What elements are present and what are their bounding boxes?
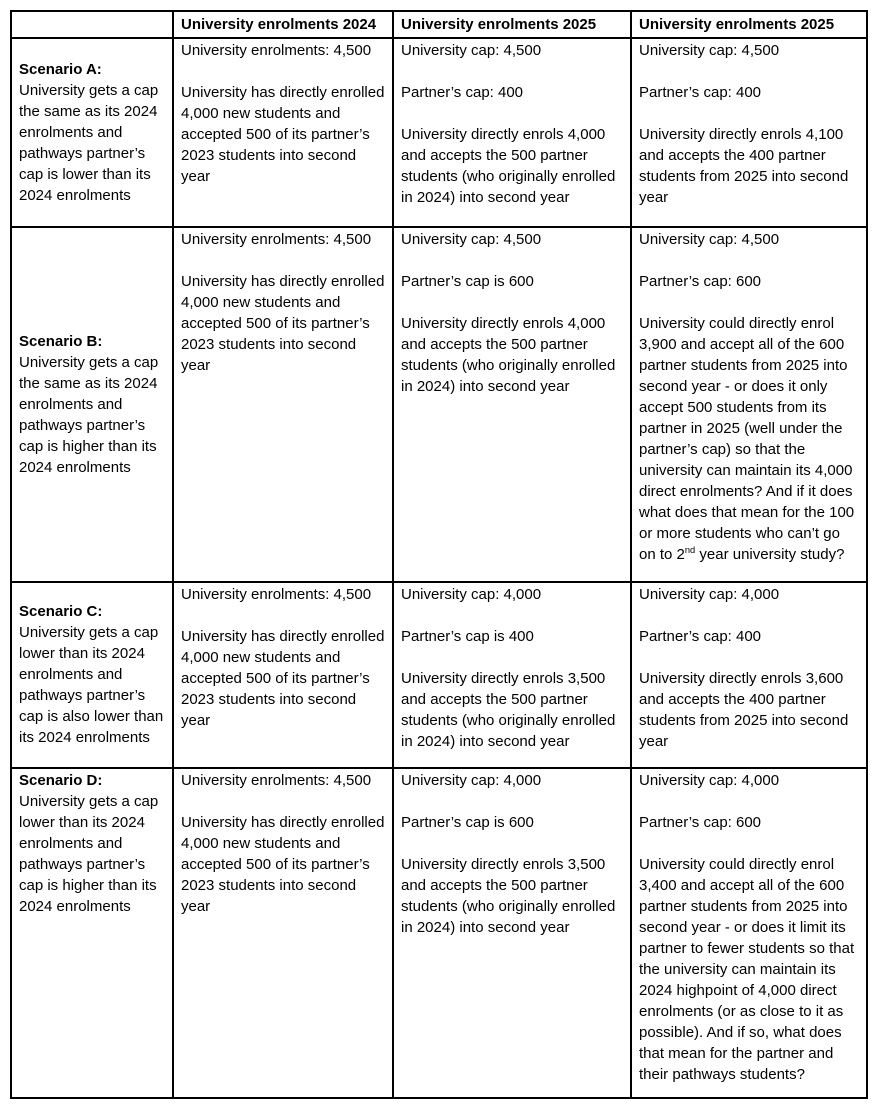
scenario-a-label: Scenario A: bbox=[19, 60, 102, 78]
paragraph: University directly enrols 4,000 and accepts the 500 partner students (who originally enrolled in 2024) into second year bbox=[401, 315, 616, 395]
paragraph: University directly enrols 4,100 and accepts the 400 partner students from 2025 into second year bbox=[639, 126, 849, 206]
header-row bbox=[11, 11, 867, 38]
scenario-c-description: University gets a cap lower than its 2024 enrolments and pathways partner’s cap is also lower than its 2024 enrolments bbox=[19, 624, 164, 746]
scenario-b-2024-cell bbox=[173, 227, 393, 582]
scenario-b-label: Scenario B: bbox=[19, 332, 103, 350]
paragraph: University cap: 4,000 bbox=[639, 586, 780, 603]
scenario-a-2025-outcome-cell bbox=[631, 38, 867, 227]
paragraph: University has directly enrolled 4,000 new students and accepted 500 of its partner’s 2023 students into second year bbox=[181, 628, 385, 729]
scenario-b-2025-outcome-cell bbox=[631, 227, 867, 582]
paragraph: University enrolments: 4,500 bbox=[181, 772, 372, 789]
paragraph: University enrolments: 4,500 bbox=[181, 42, 372, 59]
scenario-a-description: University gets a cap the same as its 2024 enrolments and pathways partner’s cap is lower than its 2024 enrolments bbox=[19, 81, 159, 204]
scenario-c-2024-cell bbox=[173, 582, 393, 768]
paragraph: University enrolments: 4,500 bbox=[181, 586, 372, 603]
header-enrolments-2024: University enrolments 2024 bbox=[173, 11, 393, 38]
paragraph: Partner’s cap: 400 bbox=[401, 84, 524, 101]
scenario-a-label-cell bbox=[11, 38, 173, 227]
scenario-b-description: University gets a cap the same as its 2024 enrolments and pathways partner’s cap is higher than its 2024 enrolments bbox=[19, 353, 159, 476]
scenario-d-row bbox=[11, 768, 867, 1098]
paragraph: Partner’s cap is 600 bbox=[401, 273, 534, 290]
scenario-d-label-cell bbox=[11, 768, 173, 1098]
paragraph: Partner’s cap: 600 bbox=[639, 814, 762, 831]
paragraph: University has directly enrolled 4,000 new students and accepted 500 of its partner’s 2023 students into second year bbox=[181, 84, 385, 185]
header-enrolments-2025-outcome: University enrolments 2025 bbox=[631, 11, 867, 38]
paragraph: University directly enrols 3,500 and accepts the 500 partner students (who originally enrolled in 2024) into second year bbox=[401, 670, 616, 750]
scenario-c-2025-cap-cell bbox=[393, 582, 631, 768]
paragraph: University directly enrols 3,500 and accepts the 500 partner students (who originally enrolled in 2024) into second year bbox=[401, 856, 616, 936]
paragraph: Partner’s cap: 600 bbox=[639, 273, 762, 290]
scenario-a-2024-cell bbox=[173, 38, 393, 227]
paragraph: University cap: 4,500 bbox=[639, 231, 780, 248]
scenario-b-label-cell bbox=[11, 227, 173, 582]
scenario-b-row bbox=[11, 227, 867, 582]
paragraph-text: year university study? bbox=[695, 546, 845, 563]
paragraph: University cap: 4,500 bbox=[639, 42, 780, 59]
paragraph: Partner’s cap: 400 bbox=[639, 84, 762, 101]
paragraph: Partner’s cap: 400 bbox=[639, 628, 762, 645]
scenario-d-label: Scenario D: bbox=[19, 772, 103, 789]
paragraph: University has directly enrolled 4,000 new students and accepted 500 of its partner’s 2023 students into second year bbox=[181, 814, 385, 915]
scenario-a-row bbox=[11, 38, 867, 227]
paragraph: University could directly enrol 3,400 and accept all of the 600 partner students from 2025 into second year - or does it limit its partner to fewer students so that the university can maintain its 2024 highpoint of 4,000 direct enrolments (or as close to it as possible). And if so, what does that mean for the partner and their pathways students? bbox=[639, 856, 855, 1083]
scenario-d-2024-cell bbox=[173, 768, 393, 1098]
scenario-c-label: Scenario C: bbox=[19, 603, 103, 620]
scenario-c-label-cell bbox=[11, 582, 173, 768]
paragraph: University has directly enrolled 4,000 new students and accepted 500 of its partner’s 2023 students into second year bbox=[181, 273, 385, 374]
scenario-d-2025-cap-cell bbox=[393, 768, 631, 1098]
scenario-d-description: University gets a cap lower than its 2024 enrolments and pathways partner’s cap is higher than its 2024 enrolments bbox=[19, 793, 159, 915]
scenario-b-2025-cap-cell bbox=[393, 227, 631, 582]
scenario-c-2025-outcome-cell bbox=[631, 582, 867, 768]
header-blank-cell bbox=[11, 11, 173, 38]
scenario-c-row bbox=[11, 582, 867, 768]
header-enrolments-2025-caps: University enrolments 2025 bbox=[393, 11, 631, 38]
paragraph: University directly enrols 4,000 and accepts the 500 partner students (who originally enrolled in 2024) into second year bbox=[401, 126, 616, 206]
paragraph: University cap: 4,000 bbox=[401, 586, 542, 603]
paragraph: University directly enrols 3,600 and accepts the 400 partner students from 2025 into second year bbox=[639, 670, 849, 750]
paragraph: Partner’s cap is 400 bbox=[401, 628, 534, 645]
paragraph: University cap: 4,500 bbox=[401, 42, 542, 59]
paragraph bbox=[639, 313, 860, 565]
paragraph: University enrolments: 4,500 bbox=[181, 231, 372, 248]
paragraph: Partner’s cap is 600 bbox=[401, 814, 534, 831]
scenario-comparison-table bbox=[10, 10, 868, 1099]
scenario-a-2025-cap-cell bbox=[393, 38, 631, 227]
paragraph: University cap: 4,000 bbox=[639, 772, 780, 789]
paragraph-text: University could directly enrol 3,900 and accept all of the 600 partner students from 2025 into second year - or does it only accept 500 students from its partner in 2025 (well under the partner’s cap) so that the university can maintain its 4,000 direct enrolments? And if it does what does that mean for the 100 or more students who can’t go on to 2 bbox=[639, 315, 855, 563]
ordinal-superscript: nd bbox=[684, 545, 696, 555]
scenario-d-2025-outcome-cell bbox=[631, 768, 867, 1098]
paragraph: University cap: 4,500 bbox=[401, 231, 542, 248]
paragraph: University cap: 4,000 bbox=[401, 772, 542, 789]
